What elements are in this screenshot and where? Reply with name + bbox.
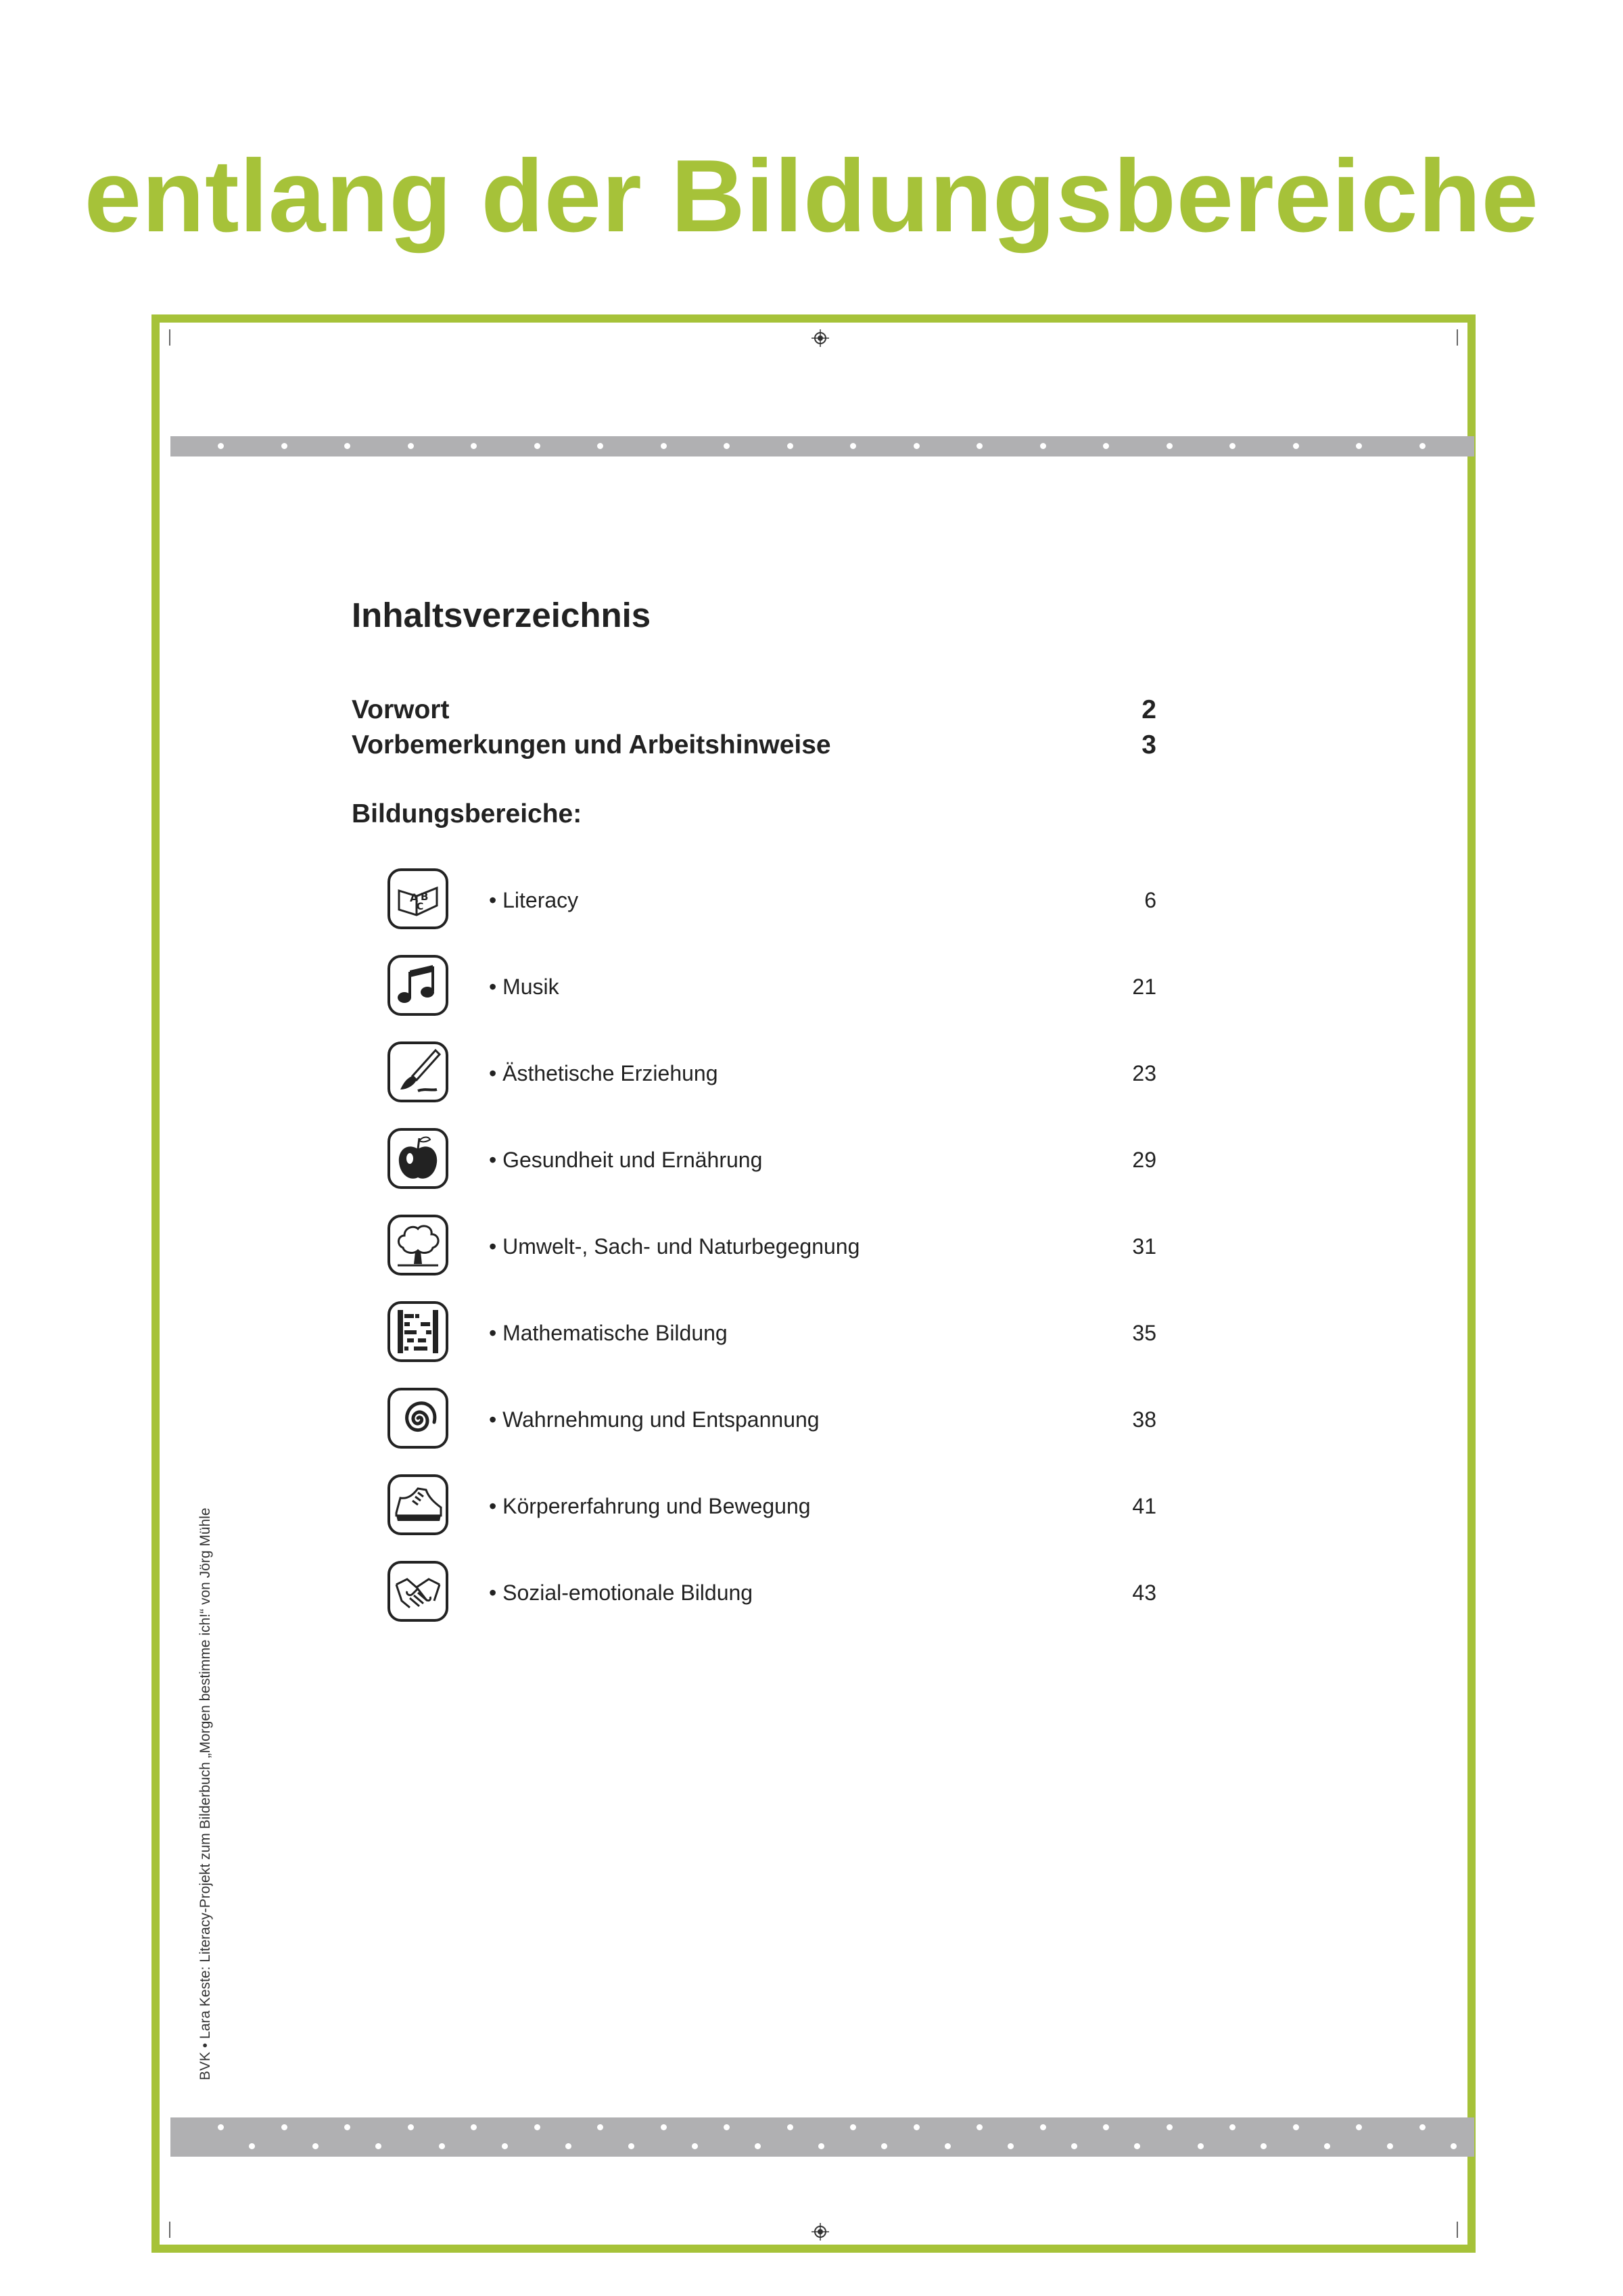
section-label-bildungsbereiche: Bildungsbereiche: <box>352 799 582 828</box>
perforation-dot <box>661 443 667 449</box>
perforation-dot <box>1167 2124 1173 2130</box>
perforation-dot <box>597 2124 603 2130</box>
tree-icon <box>387 1214 449 1276</box>
perforation-strip-bottom <box>170 2117 1474 2157</box>
crop-mark <box>169 2222 170 2238</box>
perforation-dot <box>1324 2143 1330 2149</box>
toc-area-label: • Körpererfahrung und Bewegung <box>489 1494 811 1518</box>
perforation-dot <box>1229 2124 1236 2130</box>
perforation-dot <box>344 443 350 449</box>
handshake-icon <box>387 1560 449 1622</box>
toc-area-label: • Mathematische Bildung <box>489 1321 728 1345</box>
perforation-dot <box>1103 2124 1109 2130</box>
toc-area-wahrnehmung <box>352 1387 1156 1455</box>
perforation-dot <box>597 443 603 449</box>
perforation-dot <box>1387 2143 1393 2149</box>
toc-entry-page: 2 <box>1142 695 1156 724</box>
perforation-dot <box>471 443 477 449</box>
perforation-dot <box>1293 2124 1299 2130</box>
perforation-dot <box>1134 2143 1140 2149</box>
toc-title: Inhaltsverzeichnis <box>352 596 651 634</box>
crop-mark <box>1457 2222 1458 2238</box>
perforation-dot <box>281 2124 287 2130</box>
perforation-dot <box>724 443 730 449</box>
toc-area-page: 43 <box>1132 1580 1156 1605</box>
perforation-dot <box>1040 443 1046 449</box>
perforation-dot <box>1356 443 1362 449</box>
shoe-icon <box>387 1474 449 1536</box>
toc-area-page: 41 <box>1132 1494 1156 1518</box>
perforation-dot <box>249 2143 255 2149</box>
perforation-dot <box>1008 2143 1014 2149</box>
registration-mark-icon <box>812 329 829 347</box>
perforation-dot <box>534 443 540 449</box>
toc-area-gesundheit <box>352 1127 1156 1195</box>
perforation-dot <box>692 2143 698 2149</box>
perforation-dot <box>1451 2143 1457 2149</box>
paintbrush-icon <box>387 1041 449 1103</box>
music-note-icon <box>387 954 449 1016</box>
toc-area-literacy <box>352 868 1156 935</box>
toc-entry-page: 3 <box>1142 730 1156 759</box>
toc-area-label: • Ästhetische Erziehung <box>489 1061 718 1085</box>
toc-area-page: 38 <box>1132 1407 1156 1432</box>
perforation-dot <box>408 2124 414 2130</box>
spiral-icon <box>387 1387 449 1449</box>
perforation-dot <box>1071 2143 1077 2149</box>
svg-text:C: C <box>417 901 424 912</box>
perforation-dot <box>1261 2143 1267 2149</box>
toc-area-page: 29 <box>1132 1148 1156 1172</box>
toc-area-page: 31 <box>1132 1234 1156 1259</box>
apple-icon <box>387 1127 449 1190</box>
abacus-icon <box>387 1301 449 1363</box>
document-frame <box>151 314 1476 2253</box>
perforation-dot <box>565 2143 571 2149</box>
perforation-dot <box>218 2124 224 2130</box>
perforation-dot <box>945 2143 951 2149</box>
toc-area-label: • Literacy <box>489 888 579 912</box>
toc-area-page: 21 <box>1132 975 1156 999</box>
toc-area-koerpererfahrung <box>352 1474 1156 1541</box>
perforation-dot <box>881 2143 887 2149</box>
perforation-dot <box>850 443 856 449</box>
copyright-side-note: BVK • Lara Keste: Literacy-Projekt zum Bilderbuch „Morgen bestimme ich!“ von Jörg Mühle <box>197 1507 213 2080</box>
toc-entry-label: Vorwort <box>352 695 450 724</box>
perforation-dot <box>787 2124 793 2130</box>
toc-area-page: 35 <box>1132 1321 1156 1345</box>
perforation-dot <box>1167 443 1173 449</box>
perforation-dot <box>218 443 224 449</box>
crop-mark <box>1457 329 1458 346</box>
toc-area-page: 23 <box>1132 1061 1156 1085</box>
svg-text:B: B <box>421 891 429 903</box>
toc-area-label: • Umwelt-, Sach- und Naturbegegnung <box>489 1234 860 1259</box>
perforation-dot <box>724 2124 730 2130</box>
toc-area-umwelt <box>352 1214 1156 1282</box>
perforation-dot <box>408 443 414 449</box>
toc-area-label: • Sozial-emotionale Bildung <box>489 1580 753 1605</box>
toc-area-sozial-emotional <box>352 1560 1156 1628</box>
perforation-dot <box>344 2124 350 2130</box>
perforation-dot <box>312 2143 319 2149</box>
perforation-strip-top <box>170 436 1474 456</box>
perforation-dot <box>1040 2124 1046 2130</box>
perforation-dot <box>471 2124 477 2130</box>
perforation-dot <box>661 2124 667 2130</box>
perforation-dot <box>755 2143 761 2149</box>
perforation-dot <box>977 443 983 449</box>
svg-text:A: A <box>410 891 419 904</box>
toc-area-aesthetische-erziehung <box>352 1041 1156 1108</box>
perforation-dot <box>502 2143 508 2149</box>
perforation-dot <box>1419 443 1426 449</box>
toc-area-label: • Musik <box>489 975 559 999</box>
perforation-dot <box>850 2124 856 2130</box>
perforation-dot <box>439 2143 445 2149</box>
perforation-dot <box>281 443 287 449</box>
toc-area-musik <box>352 954 1156 1022</box>
perforation-dot <box>1229 443 1236 449</box>
perforation-dot <box>628 2143 634 2149</box>
perforation-dot <box>1103 443 1109 449</box>
toc-area-label: • Gesundheit und Ernährung <box>489 1148 763 1172</box>
toc-entry-label: Vorbemerkungen und Arbeitshinweise <box>352 730 831 759</box>
perforation-dot <box>914 2124 920 2130</box>
perforation-dot <box>1198 2143 1204 2149</box>
page-banner-title: entlang der Bildungsbereiche <box>84 139 1539 254</box>
perforation-dot <box>1356 2124 1362 2130</box>
toc-area-mathematik <box>352 1301 1156 1368</box>
perforation-dot <box>818 2143 824 2149</box>
perforation-dot <box>534 2124 540 2130</box>
toc-area-page: 6 <box>1144 888 1156 912</box>
toc-area-label: • Wahrnehmung und Entspannung <box>489 1407 820 1432</box>
perforation-dot <box>1293 443 1299 449</box>
abc-book-icon <box>387 868 449 930</box>
perforation-dot <box>1419 2124 1426 2130</box>
perforation-dot <box>787 443 793 449</box>
crop-mark <box>169 329 170 346</box>
registration-mark-icon <box>812 2223 829 2241</box>
perforation-dot <box>977 2124 983 2130</box>
perforation-dot <box>914 443 920 449</box>
perforation-dot <box>375 2143 381 2149</box>
